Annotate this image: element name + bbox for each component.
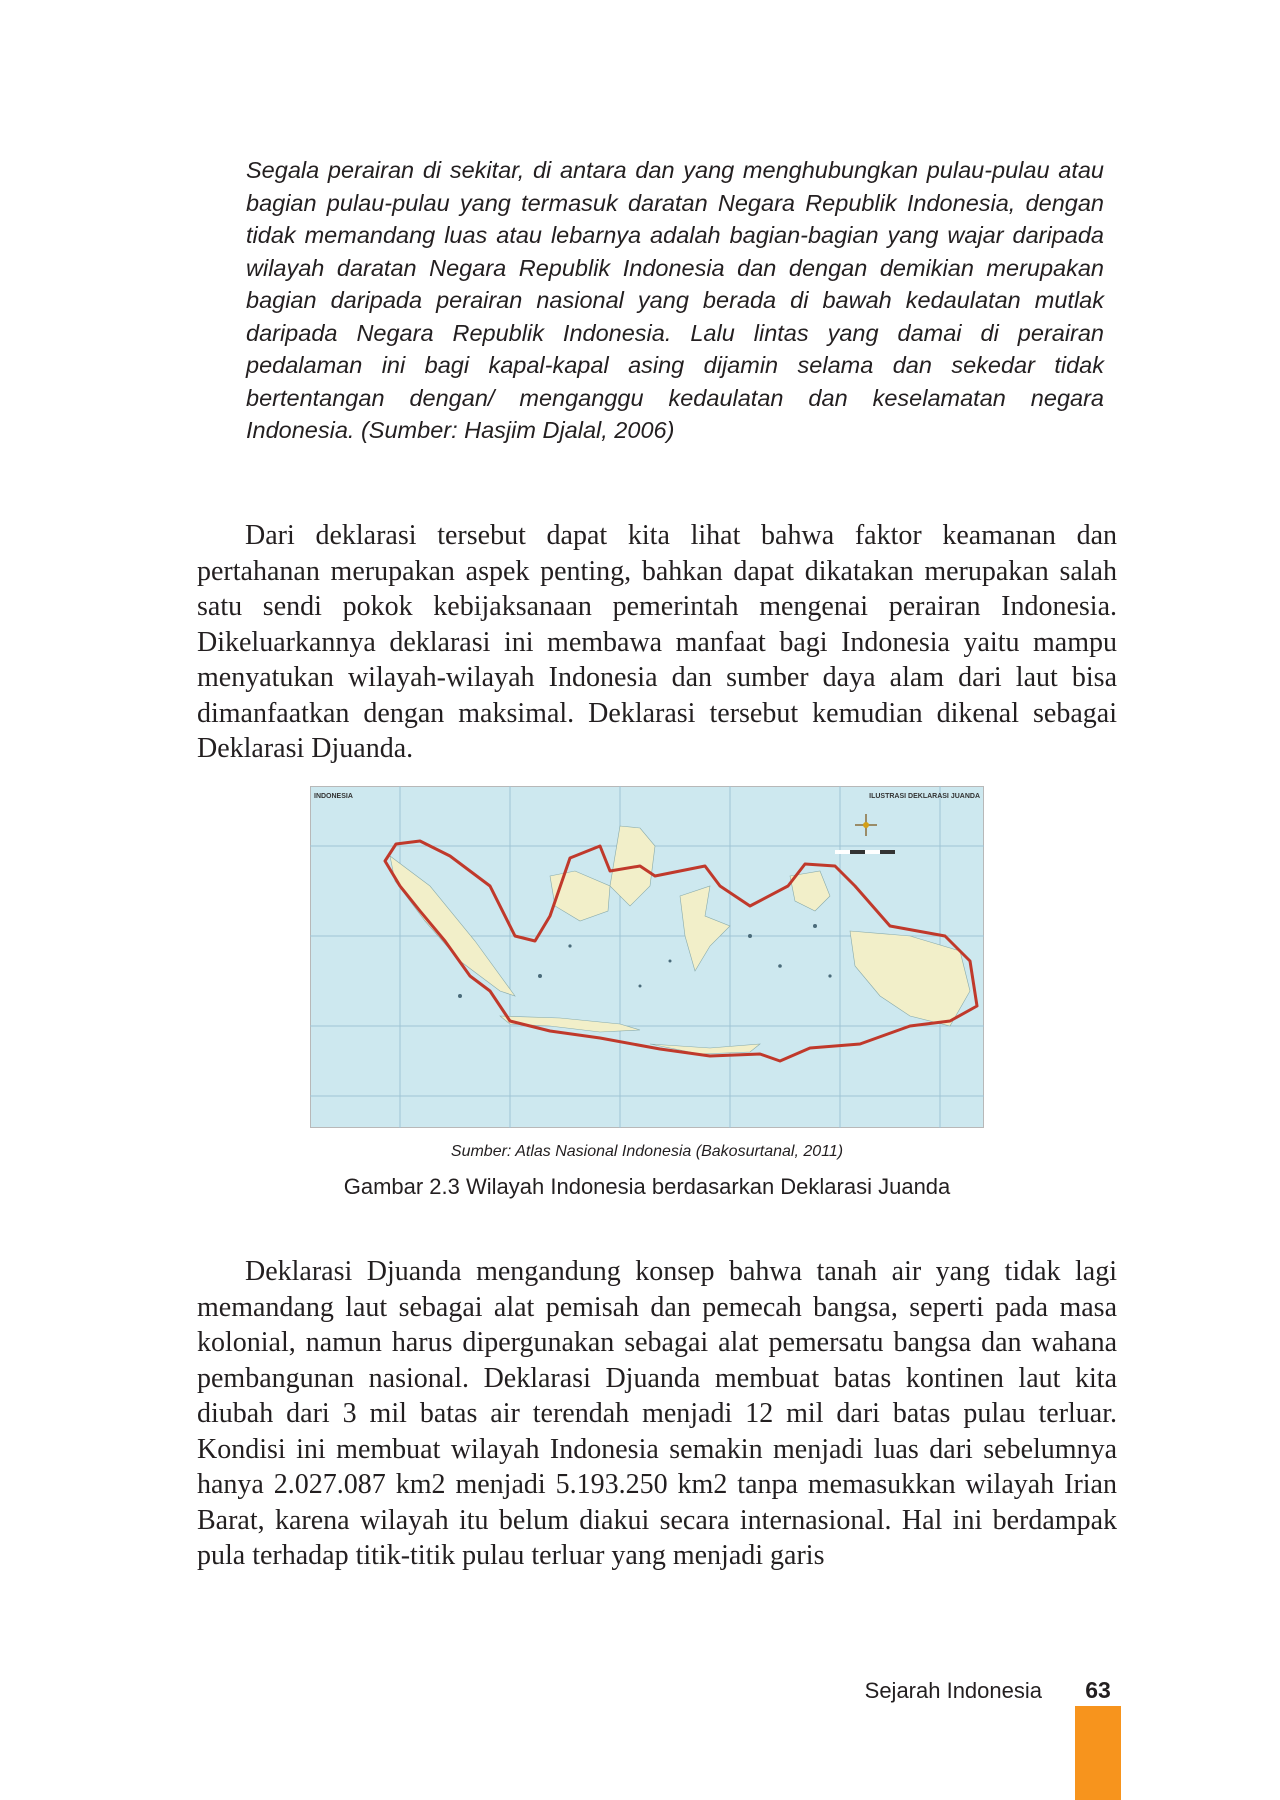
- body-paragraph-1: Dari deklarasi tersebut dapat kita lihat bahwa faktor keamanan dan pertahanan merupakan aspek penting, bahkan dapat dikatakan merupakan salah satu sendi pokok kebijaksanaan pemerintah mengenai perairan Indonesia. Dikeluarkannya deklarasi ini membawa manfaat bagi Indonesia yaitu mampu menyatukan wilayah-wilayah Indonesia dan sumber daya alam dari laut bisa dimanfaatkan dengan maksimal. Deklarasi tersebut kemudian dikenal sebagai Deklarasi Djuanda.: [197, 520, 1117, 764]
- page-accent-bar: [1075, 1706, 1121, 1800]
- scale-bar: [835, 850, 895, 854]
- page-number: 63: [1085, 1677, 1111, 1703]
- body-paragraph-2: Deklarasi Djuanda mengandung konsep bahwa tanah air yang tidak lagi memandang laut sebagai alat pemisah dan pemecah bangsa, seperti pada masa kolonial, namun harus dipergunakan sebagai alat pemersatu bangsa dan wahana pembangunan nasional. Deklarasi Djuanda membuat batas kontinen laut kita diubah dari 3 mil batas air terendah menjadi 12 mil dari batas pulau terluar. Kondisi ini membuat wilayah Indonesia semakin menjadi luas dari sebelumnya hanya 2.027.087 km2 menjadi 5.193.250 km2 tanpa memasukkan wilayah Irian Barat, karena wilayah itu belum diakui secara internasional. Hal ini berdampak pula terhadap titik-titik pulau terluar yang menjadi garis: [197, 1256, 1117, 1571]
- footer-book-title: Sejarah Indonesia: [864, 1678, 1042, 1703]
- map-label-left: INDONESIA: [314, 793, 353, 800]
- map-illustration: [310, 786, 984, 1128]
- map-label-right: ILUSTRASI DEKLARASI JUANDA: [869, 793, 980, 800]
- declaration-quote: Segala perairan di sekitar, di antara dan yang menghubungkan pulau-pulau atau bagian pulau-pulau yang termasuk daratan Negara Republik Indonesia, dengan tidak memandang luas atau lebarnya adalah bagian-bagian yang wajar daripada wilayah daratan Negara Republik Indonesia dan dengan demikian merupakan bagian daripada perairan nasional yang berada di bawah kedaulatan mutlak daripada Negara Republik Indonesia. Lalu lintas yang damai di perairan pedalaman ini bagi kapal-kapal asing dijamin selama dan sekedar tidak bertentangan dengan/ menganggu kedaulatan dan keselamatan negara Indonesia. (Sumber: Hasjim Djalal, 2006): [246, 157, 1104, 443]
- indonesia-map-figure: [310, 786, 984, 1128]
- figure-source: Sumber: Atlas Nasional Indonesia (Bakosurtanal, 2011): [450, 1143, 844, 1160]
- figure-caption: Gambar 2.3 Wilayah Indonesia berdasarkan Deklarasi Juanda: [343, 1174, 951, 1199]
